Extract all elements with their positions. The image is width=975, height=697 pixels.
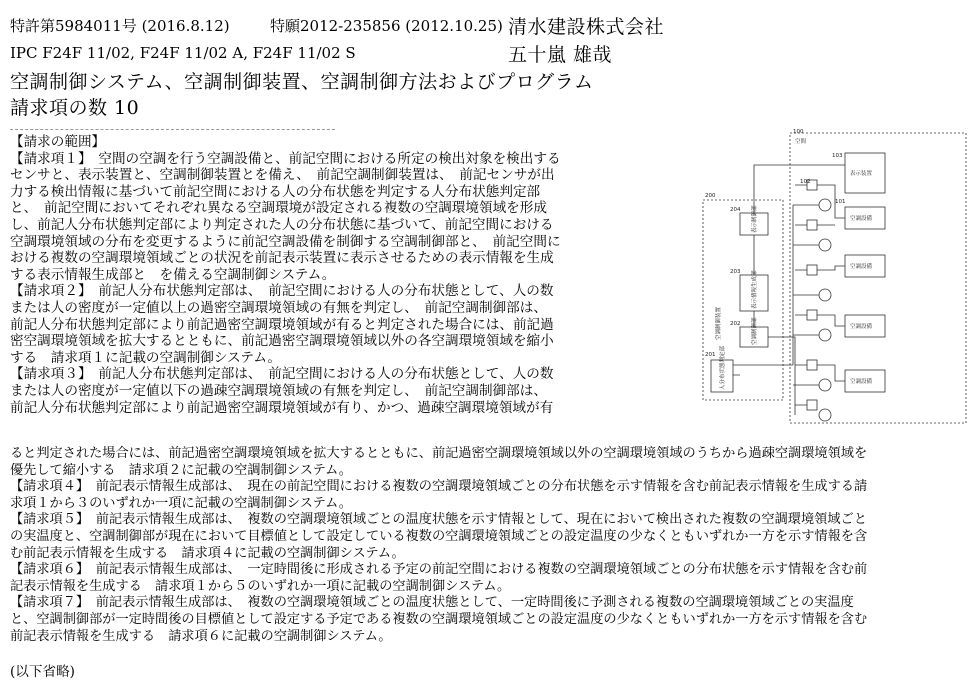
text-line: する表示情報生成部と を備える空調制御システム。 [10, 266, 336, 283]
text-line: 空調環境領域の分布を変更するように前記空調設備を制御する空調制御部と、 前記空間に [10, 233, 561, 250]
text-line: と、 前記空間においてそれぞれ異なる空調環境が設定される複数の空調環境領域を形成 [10, 200, 547, 217]
ac-vent [807, 400, 817, 410]
label-ac-ctrl: 空調制御部 [752, 317, 758, 345]
ac-vent [807, 265, 817, 275]
text-line: または人の密度が一定値以上の過密空調環境領域の有無を判定し、 前記空調制御部は、 [10, 299, 547, 316]
text-line: 【請求項１】 空間の空調を行う空調設備と、前記空間における所定の検出対象を検出する [10, 150, 561, 167]
text-line: 【請求項３】 前記人分布状態判定部は、 前記空間における人の分布状態として、人の数 [10, 366, 554, 383]
ref-system: 100 [793, 129, 804, 135]
sensor [819, 379, 831, 391]
controller-boundary [703, 200, 783, 400]
label-space: 空間 [795, 139, 807, 145]
text-line: と、空調制御部が一定時間後の目標値として設定する予定である複数の空調環境領域ごとの設定温度の少なくともいずれか一方を示す情報を含む [10, 611, 868, 627]
ref-ac: 101 [835, 199, 846, 205]
text-line: 【請求項７】 前記表示情報生成部は、 複数の空調環境領域ごとの温度状態として、一定時間後に予測される複数の空調環境領域ごとの実温度 [10, 595, 854, 611]
patent-title: 空調制御システム、空調制御装置、空調制御方法およびプログラム [10, 71, 594, 93]
text-line: 求項１から３のいずれか一項に記載の空調制御システム。 [10, 495, 352, 511]
ref-ac-ctrl: 202 [730, 321, 741, 327]
sensor [819, 409, 831, 421]
text-line: ると判定された場合には、前記過密空調環境領域を拡大するとともに、前記過密空調環境領域以外の空調環境領域のうちから過疎空調環境領域を [10, 446, 868, 461]
patent-number: 特許第5984011号 (2016.8.12) [10, 17, 230, 35]
label-info-gen: 表示情報生成部 [752, 270, 758, 309]
label-display-device: 表示装置 [850, 171, 873, 177]
sensor [819, 329, 831, 341]
text-line: する 請求項１に記載の空調制御システム。 [10, 349, 281, 366]
ref-disp-ctrl: 204 [730, 207, 741, 213]
label-ac-unit: 空調設備 [850, 216, 873, 222]
ref-controller: 200 [705, 193, 716, 199]
text-line: センサと、表示装置と、空調制御装置とを備え、 前記空調制御装置は、 前記センサが出 [10, 167, 555, 184]
footer-omitted: (以下省略) [10, 664, 75, 680]
ref-info-gen: 203 [730, 269, 741, 275]
ac-vent [807, 360, 817, 370]
sensor [819, 289, 831, 301]
label-dist: 人分布状態判定部 [720, 345, 726, 390]
text-line: 【請求項４】 前記表示情報生成部は、 現在の前記空間における複数の空調環境領域ごとの分布状態を示す情報を含む前記表示情報を生成する請 [10, 479, 868, 495]
ipc-classification: IPC F24F 11/02, F24F 11/02 A, F24F 11/02 S [10, 44, 356, 62]
label-disp-ctrl: 表示制御部 [752, 205, 758, 233]
sensor [819, 239, 831, 251]
text-line: の実温度と、空調制御部が現在において目標値として設定している複数の空調環境領域ごとの設定温度の少なくともいずれか一方を示す情報を含 [10, 528, 868, 544]
text-line: 優先して縮小する 請求項２に記載の空調制御システム。 [10, 462, 352, 478]
text-line: 密空調環境領域を拡大するとともに、前記過密空調環境領域以外の各空調環境領域を縮小 [10, 333, 554, 350]
ref-dist: 201 [705, 352, 716, 358]
text-line: む前記表示情報を生成する 請求項４に記載の空調制御システム。 [10, 545, 405, 561]
space-boundary [790, 133, 966, 423]
text-line: 力する検出情報に基づいて前記空間における人の分布状態を判定する人分布状態判定部 [10, 183, 541, 200]
ref-sensor: 102 [800, 179, 811, 185]
ac-vent [807, 310, 817, 320]
label-controller: 空調制御装置 [716, 306, 722, 340]
text-line: おける複数の空調環境領域ごとの状況を前記表示装置に表示させるための表示情報を生成 [10, 250, 554, 267]
label-ac-unit: 空調設備 [850, 264, 873, 270]
text-line: または人の密度が一定値以下の過疎空調環境領域の有無を判定し、 前記空調制御部は、 [10, 382, 547, 399]
text-line: 記表示情報を生成する 請求項１から５のいずれか一項に記載の空調制御システム。 [10, 578, 511, 594]
label-ac-unit: 空調設備 [850, 324, 873, 330]
claim-count: 請求項の数 10 [10, 97, 140, 119]
text-line: 前記表示情報を生成する 請求項６に記載の空調制御システム。 [10, 628, 392, 644]
text-line: 【請求項６】 前記表示情報生成部は、 一定時間後に形成される予定の前記空間における複数の空調環境領域ごとの分布状態を示す情報を含む前 [10, 562, 868, 578]
text-line: し、前記人分布状態判定部により判定された人の分布状態に基づいて、前記空間における [10, 216, 554, 233]
system-diagram-svg [695, 125, 970, 435]
applicant: 清水建設株式会社 [508, 16, 665, 38]
text-line: 前記人分布状態判定部により前記過密空調環境領域が有ると判定された場合には、前記過 [10, 316, 554, 333]
sensor [819, 199, 831, 211]
ac-vent [807, 220, 817, 230]
label-ac-unit: 空調設備 [850, 379, 873, 385]
text-line: 前記人分布状態判定部により前記過密空調環境領域が有り、かつ、過疎空調環境領域が有 [10, 399, 554, 416]
claims-full-width [10, 446, 970, 645]
ref-display: 103 [832, 153, 843, 159]
claims-left-column [10, 134, 610, 416]
divider [10, 129, 335, 130]
text-line: 【請求の範囲】 [10, 134, 106, 150]
inventor: 五十嵐 雄哉 [508, 44, 613, 66]
application-number: 特願2012-235856 (2012.10.25) [270, 17, 503, 35]
system-diagram [695, 125, 970, 435]
text-line: 【請求項５】 前記表示情報生成部は、 複数の空調環境領域ごとの温度状態を示す情報として、現在において検出された複数の空調環境領域ごと [10, 512, 867, 528]
text-line: 【請求項２】 前記人分布状態判定部は、 前記空間における人の分布状態として、人の数 [10, 283, 554, 300]
